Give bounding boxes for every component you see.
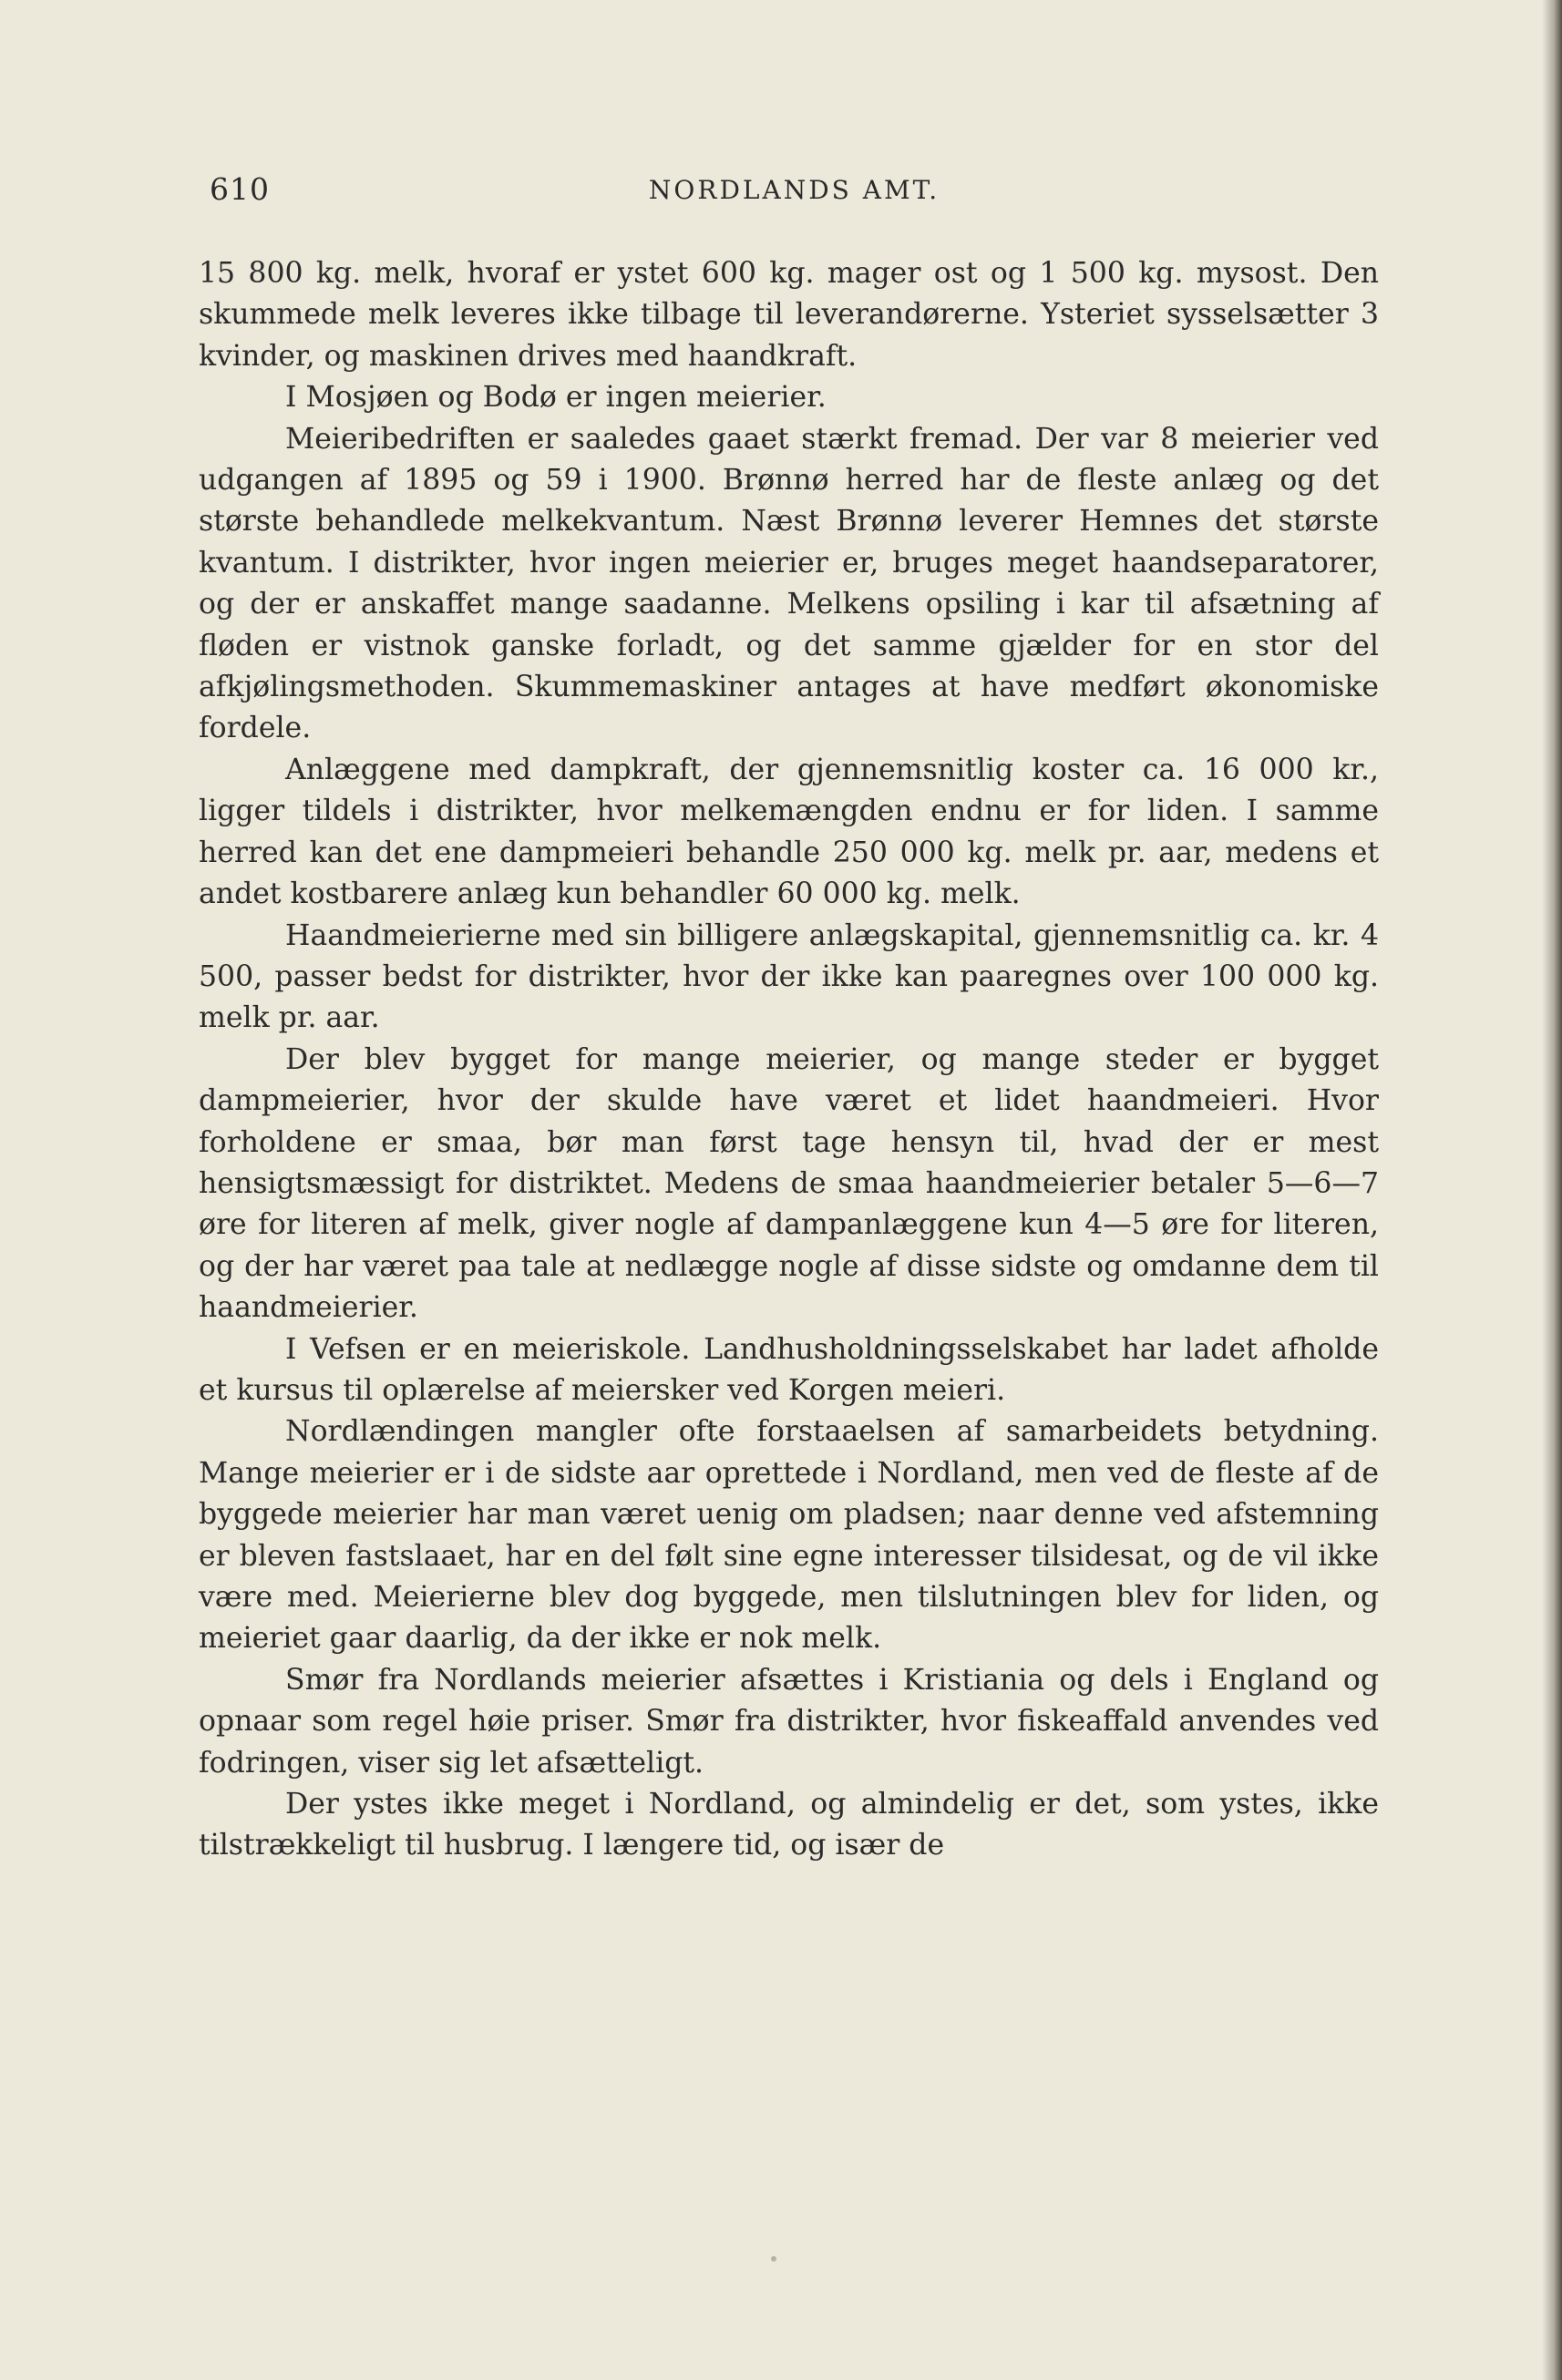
paragraph: Anlæggene med dampkraft, der gjennemsnitlig koster ca. 16 000 kr., ligger tildels i distrikter, hvor melkemængden endnu er for liden. I samme herred kan det ene dampmeieri behandle 250 000 kg. melk pr. aar, medens et andet kostbarere anlæg kun behandler 60 000 kg. melk. (199, 753, 1379, 911)
paragraph: 15 800 kg. melk, hvoraf er ystet 600 kg. mager ost og 1 500 kg. mysost. Den skummede melk leveres ikke tilbage til leverandørerne. Ysteriet sysselsætter 3 kvinder, og maskinen drives med haandkraft. (199, 257, 1379, 373)
paragraph: Haandmeierierne med sin billigere anlægskapital, gjennemsnitlig ca. kr. 4 500, passer bedst for distrikter, hvor der ikke kan paaregnes over 100 000 kg. melk pr. aar. (199, 918, 1379, 1035)
paragraph: Der blev bygget for mange meierier, og mange steder er bygget dampmeierier, hvor der skulde have været et lidet haandmeieri. Hvor forholdene er smaa, bør man først tage hensyn til, hvad der er mest hensigtsmæssigt for distriktet. Medens de smaa haandmeierier betaler 5—6—7 øre for literen af melk, giver nogle af dampanlæggene kun 4—5 øre for literen, og der har været paa tale at nedlægge nogle af disse sidste og omdanne dem til haandmeierier. (199, 1042, 1379, 1325)
paragraph: Nordlændingen mangler ofte forstaaelsen af samarbeidets betydning. Mange meierier er i de sidste aar oprettede i Nordland, men ved de fleste af de byggede meierier har man været uenig om pladsen; naar denne ved afstemning er bleven fastslaaet, har en del følt sine egne interesser tilsidesat, og de vil ikke være med. Meierierne blev dog byggede, men tilslutningen blev for liden, og meieriet gaar daarlig, da der ikke er nok melk. (199, 1415, 1379, 1656)
paragraph: I Vefsen er en meieriskole. Landhusholdningsselskabet har ladet afholde et kursus til oplærelse af meiersker ved Korgen meieri. (199, 1332, 1379, 1407)
ink-speck (771, 2256, 776, 2262)
page-edge-shadow (1542, 0, 1562, 2380)
paragraph: Der ystes ikke meget i Nordland, og almindelig er det, som ystes, ikke tilstrækkeligt til husbrug. I længere tid, og især de (199, 1788, 1379, 1862)
paragraph: Smør fra Nordlands meierier afsættes i Kristiania og dels i England og opnaar som regel høie priser. Smør fra distrikter, hvor fiskeaffald anvendes ved fodringen, viser sig let afsætteligt. (199, 1663, 1379, 1780)
running-title: NORDLANDS AMT. (648, 175, 940, 205)
body-text (199, 253, 1379, 1867)
paragraph: I Mosjøen og Bodø er ingen meierier. (285, 381, 827, 415)
paragraph: Meieribedriften er saaledes gaaet stærkt fremad. Der var 8 meierier ved udgangen af 1895 og 59 i 1900. Brønnø herred har de fleste anlæg og det største behandlede melkekvantum. Næst Brønnø leverer Hemnes det største kvantum. I distrikter, hvor ingen meierier er, bruges meget haandseparatorer, og der er anskaffet mange saadanne. Melkens opsiling i kar til afsætning af fløden er vistnok ganske forladt, og det samme gjælder for en stor del afkjølingsmethoden. Skummemaskiner antages at have medført økonomiske fordele. (199, 422, 1379, 745)
page-header (210, 171, 1379, 217)
page-number: 610 (210, 171, 270, 207)
